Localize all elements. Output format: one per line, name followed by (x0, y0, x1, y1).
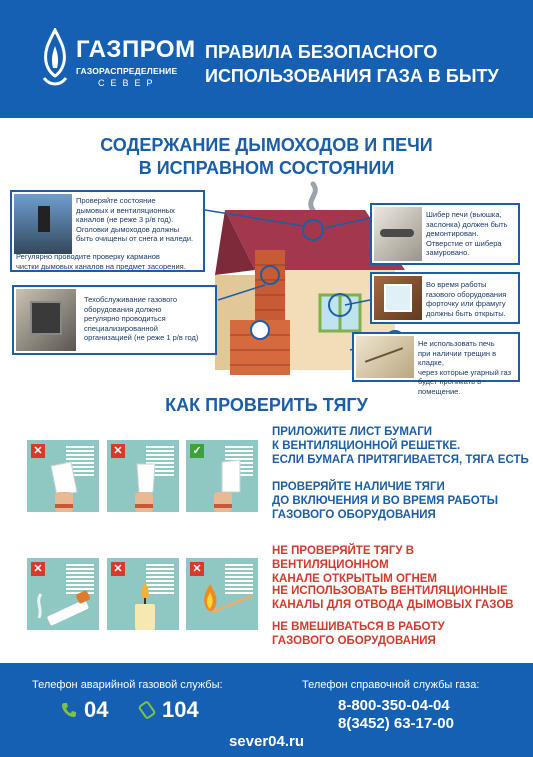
hand-paper-icon (196, 458, 252, 512)
warn2-line1: НЕ ИСПОЛЬЗОВАТЬ ВЕНТИЛЯЦИОННЫЕ (272, 585, 508, 597)
callout-cracks-line1: Не использовать печь (418, 339, 495, 348)
paper-test-panel-1 (27, 440, 99, 512)
page-title (205, 40, 499, 88)
info-number-1[interactable]: 8-800-350-04-04 (338, 697, 450, 714)
logo-brand-text: ГАЗПРОМ (76, 36, 196, 63)
paper-test-panel-2 (107, 440, 179, 512)
callout-chimney-line4: Оголовки дымоходов должны (76, 224, 180, 234)
callout-damper-line3: демонтирован. (426, 229, 479, 238)
emergency-number-mobile[interactable]: 104 (162, 697, 199, 722)
callout-open-window (370, 272, 520, 324)
cross-icon: ✕ (111, 444, 125, 458)
cross-icon: ✕ (111, 562, 125, 576)
callout-window-line2: газового оборудования (426, 289, 507, 299)
callout-window-line4: должны быть открыты. (426, 308, 506, 318)
mobile-phone-icon (138, 701, 156, 719)
cracked-stove-photo (356, 336, 414, 378)
step1-line2: К ВЕНТИЛЯЦИОННОЙ РЕШЕТКЕ. (272, 440, 461, 452)
warn1-line1: НЕ ПРОВЕРЯЙТЕ ТЯГУ В ВЕНТИЛЯЦИОННОМ (272, 545, 414, 571)
callout-service-line2: оборудования должно (84, 304, 162, 314)
hand-paper-icon (37, 458, 93, 512)
callout-damper-line1: Шибер печи (вьюшка, (426, 210, 502, 219)
match-flame-icon (194, 582, 254, 628)
page-title-line1: ПРАВИЛА БЕЗОПАСНОГО (205, 42, 438, 62)
flame-logo-icon (40, 28, 70, 92)
match-warning-panel (186, 558, 258, 630)
equipment-tamper-warning (272, 620, 445, 648)
callout-service-line5: организацией (не реже 1 р/в год) (84, 333, 199, 342)
warn3-line2: ГАЗОВОГО ОБОРУДОВАНИЯ (272, 635, 436, 647)
check-icon: ✓ (190, 444, 204, 458)
chimney-section-title (0, 134, 533, 180)
website-link[interactable]: sever04.ru (228, 733, 305, 750)
gas-boiler-photo (16, 289, 76, 351)
callout-stove-damper (370, 203, 520, 265)
callout-window-line1: Во время работы (426, 280, 487, 289)
callout-cracks-line3: через которые угарный газ (418, 367, 512, 377)
damper-photo (374, 207, 422, 261)
callout-chimney-check (10, 190, 205, 272)
draft-section-title: КАК ПРОВЕРИТЬ ТЯГУ (165, 395, 368, 415)
chimney-photo (14, 194, 72, 254)
candle-icon (125, 580, 165, 630)
warn2-line2: КАНАЛЫ ДЛЯ ОТВОДА ДЫМОВЫХ ГАЗОВ (272, 599, 514, 611)
callout-chimney-line2: дымовых и вентиляционных (76, 205, 175, 215)
chimney-title-line1: СОДЕРЖАНИЕ ДЫМОХОДОВ И ПЕЧИ (100, 135, 433, 155)
candle-warning-panel (107, 558, 179, 630)
open-fire-warning (272, 544, 533, 586)
window-photo (374, 276, 422, 320)
lighter-warning-panel (27, 558, 99, 630)
callout-service-line3: регулярно проводиться (84, 314, 166, 323)
callout-chimney-line3: каналов (не реже 3 р/в год). (76, 215, 174, 224)
gazprom-logo (40, 28, 196, 92)
callout-chimney-line1: Проверяйте состояние (76, 196, 156, 205)
footer-contacts (0, 663, 533, 757)
callout-cracks-line2: при наличии трещин в кладке, (418, 348, 497, 367)
callout-damper-line4: Отверстие от шибера (426, 238, 502, 248)
paper-test-panel-3 (186, 440, 258, 512)
warn3-line1: НЕ ВМЕШИВАТЬСЯ В РАБОТУ (272, 621, 445, 633)
logo-sub-text: ГАЗОРАСПРЕДЕЛЕНИЕ (76, 66, 178, 76)
callout-window-line3: форточку или фрамугу (426, 299, 506, 308)
info-number-2[interactable]: 8(3452) 63-17-00 (338, 715, 454, 732)
warn1-line2: КАНАЛЕ ОТКРЫТЫМ ОГНЕМ (272, 573, 438, 585)
paper-test-instruction (272, 425, 529, 467)
phone-icon (60, 701, 78, 719)
step2-line1: ПРОВЕРЯЙТЕ НАЛИЧИЕ ТЯГИ (272, 481, 445, 493)
callout-damper-line5: замуровано. (426, 248, 470, 257)
page-title-line2: ИСПОЛЬЗОВАНИЯ ГАЗА В БЫТУ (205, 66, 499, 86)
callout-chimney-line5: быть очищены от снега и наледи. (76, 234, 194, 243)
callout-cracks-line4: будет проникать в помещение. (418, 377, 482, 396)
draft-check-instruction (272, 480, 498, 522)
cross-icon: ✕ (31, 444, 45, 458)
emergency-phone-label: Телефон аварийной газовой службы: (32, 679, 223, 691)
callout-chimney-line6: Регулярно проводите проверку карманов (16, 252, 160, 261)
step1-line3: ЕСЛИ БУМАГА ПРИТЯГИВАЕТСЯ, ТЯГА ЕСТЬ (272, 454, 529, 466)
logo-region-text: СЕВЕР (98, 78, 159, 88)
cross-icon: ✕ (31, 562, 45, 576)
callout-damper-line2: заслонка) должен быть (426, 219, 508, 229)
step1-line1: ПРИЛОЖИТЕ ЛИСТ БУМАГИ (272, 426, 432, 438)
step2-line2: ДО ВКЛЮЧЕНИЯ И ВО ВРЕМЯ РАБОТЫ (272, 495, 498, 507)
step2-line3: ГАЗОВОГО ОБОРУДОВАНИЯ (272, 509, 436, 521)
info-phone-label: Телефон справочной службы газа: (302, 679, 480, 691)
chimney-title-line2: В ИСПРАВНОМ СОСТОЯНИИ (138, 158, 395, 178)
vent-usage-warning (272, 584, 514, 612)
lighter-icon (33, 584, 93, 628)
hand-paper-icon (117, 458, 173, 512)
callout-chimney-line7: чистки дымовых каналов на предмет засорения. (16, 261, 186, 271)
cross-icon: ✕ (190, 562, 204, 576)
callout-stove-cracks (352, 332, 520, 396)
emergency-number-landline[interactable]: 04 (84, 697, 109, 722)
callout-equipment-service (12, 285, 217, 355)
callout-service-line4: специализированной (84, 323, 158, 333)
header-banner (0, 0, 533, 118)
callout-service-line1: Техобслуживание газового (84, 295, 178, 304)
